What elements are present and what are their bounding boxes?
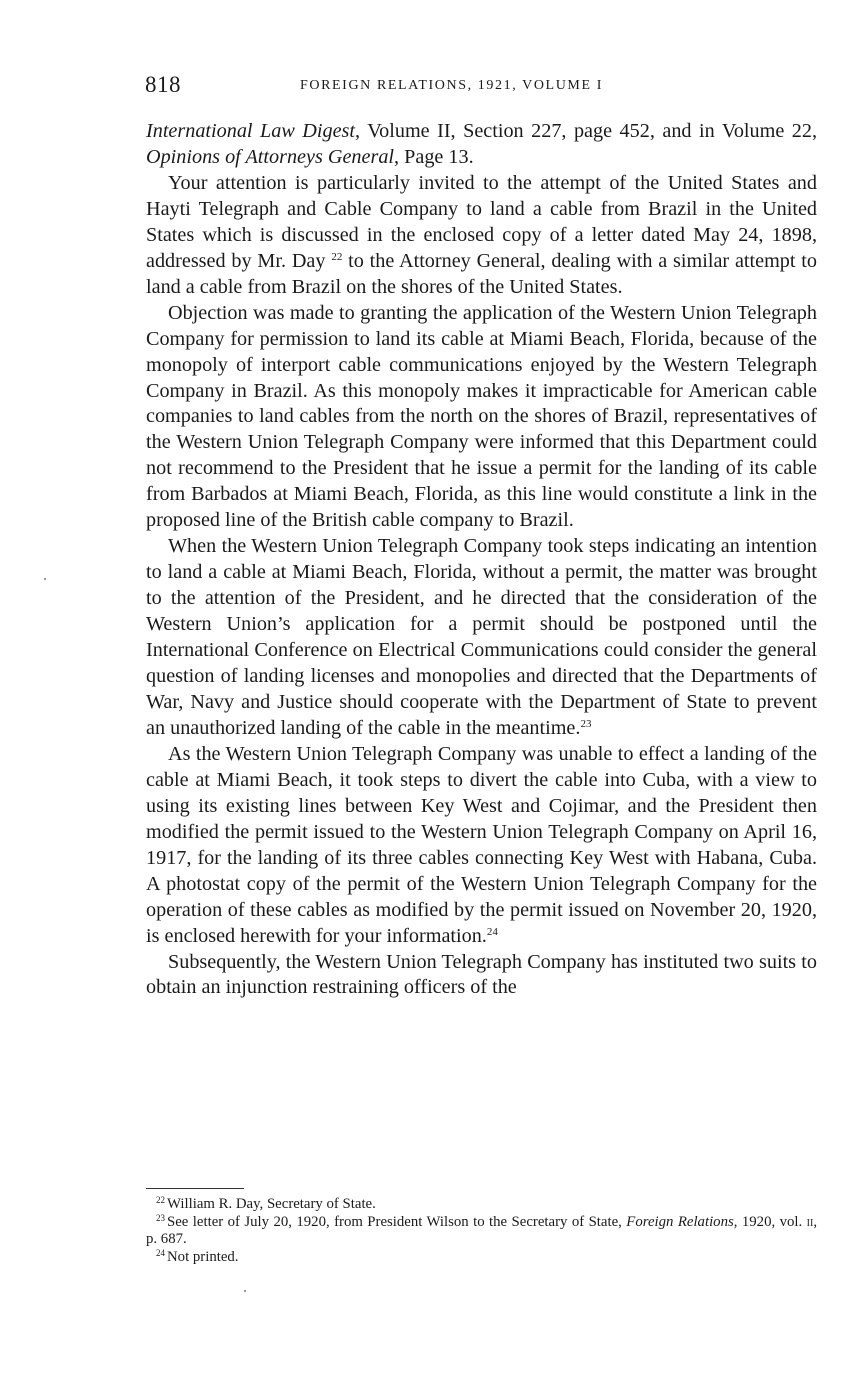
footnote-ref-22: 22 (331, 250, 343, 263)
page-header (145, 72, 817, 100)
paragraph-2: Your attention is particularly invited to the attempt of the United States and Hayti Telegraph and Cable Company to land a cable from Brazil in the United States which is discussed in the enclosed copy of a letter dated May 24, 1898, addressed by Mr. Day $^{22}$ to the Attorney General, dealing with a similar attempt to land a cable from Brazil on the shores of the United States. (146, 171, 818, 298)
body-text (146, 119, 817, 1001)
footnote-ref-23: 23 (580, 717, 592, 730)
footnote-22: $^{22}$ William R. Day, Secretary of State. (156, 1195, 376, 1212)
footnotes (146, 1196, 817, 1266)
page-number: 818 (145, 72, 181, 97)
scan-speck (44, 578, 46, 580)
citation-opinions: Opinions of Attorneys General (146, 145, 395, 168)
paragraph-6: Subsequently, the Western Union Telegraph Company has instituted two suits to obtain an injunction restraining officers of the (146, 950, 817, 999)
footnote-23: $^{23}$ See letter of July 20, 1920, from President Wilson to the Secretary of State, Foreign Relations, 1920, vol. ii, p. 687. (146, 1212, 818, 1247)
footnote-24: $^{24}$ Not printed. (156, 1247, 239, 1265)
footnote-ref-24: 24 (486, 925, 498, 938)
paragraph-1: International Law Digest, Volume II, Section 227, page 452, and in Volume 22, Opinions of Attorneys General, Page 13. (146, 120, 818, 168)
citation-law-digest: International Law Digest (146, 120, 356, 142)
paragraph-5: As the Western Union Telegraph Company was unable to effect a landing of the cable at Miami Beach, it took steps to divert the cable into Cuba, with a view to using its existing lines between Key West and Cojimar, and the President then modified the permit issued to the Western Union Telegraph Company on April 16, 1917, for the landing of its three cables connecting Key West with Habana, Cuba. A photostat copy of the permit of the Western Union Telegraph Company for the operation of these cables as modified by the permit issued on November 20, 1920, is enclosed herewith for your information.$^{24}$ (146, 742, 817, 947)
paragraph-4: When the Western Union Telegraph Company took steps indicating an intention to land a cable at Miami Beach, Florida, without a permit, the matter was brought to the attention of the President, and he directed that the consideration of the Western Union’s application for a permit should be postponed until the International Conference on Electrical Communications could consider the general question of landing licenses and monopolies and directed that the Departments of War, Navy and Justice should cooperate with the Department of State to prevent an unauthorized landing of the cable in the meantime.$^{23}$ (146, 535, 817, 739)
running-title: FOREIGN RELATIONS, 1921, VOLUME I (300, 78, 603, 93)
paragraph-3: Objection was made to granting the application of the Western Union Telegraph Company for permission to land its cable at Miami Beach, Florida, because of the monopoly of interport cable communications enjoyed by the Western Telegraph Company in Brazil. As this monopoly makes it impracticable for American cable companies to land cables from the north on the shores of Brazil, representatives of the Western Union Telegraph Company were informed that this Department could not recommend to the President that he issue a permit for the landing of its cable from Barbados at Miami Beach, Florida, as this line would constitute a link in the proposed line of the British cable company to Brazil. (146, 301, 817, 532)
footnote-divider (146, 1188, 244, 1189)
scan-speck (244, 1290, 246, 1292)
